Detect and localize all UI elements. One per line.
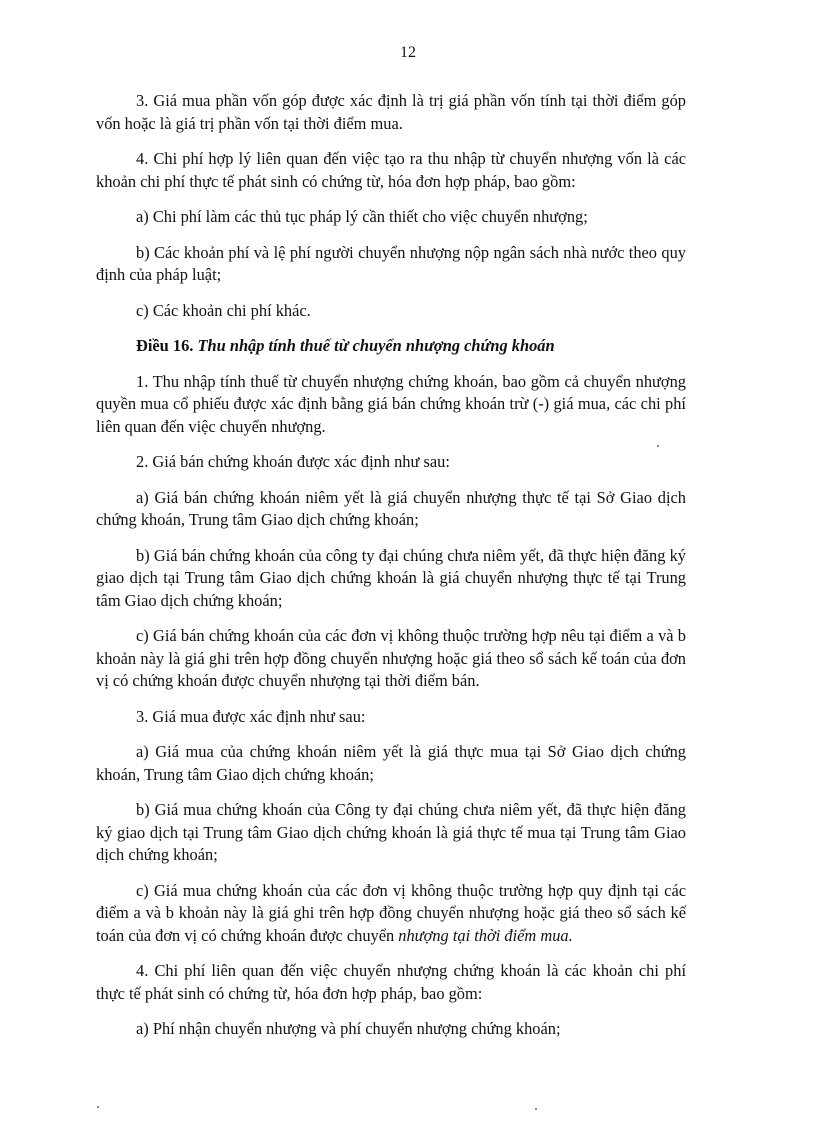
paragraph-legal-procedure-costs: a) Chi phí làm các thủ tục pháp lý cần thiết cho việc chuyển nhượng; — [136, 207, 588, 226]
paragraph-purchase-price-capital: 3. Giá mua phần vốn góp được xác định là trị giá phần vốn tính tại thời điểm góp vốn hoặc là giá trị phần vốn tại thời điểm mua. — [96, 91, 686, 133]
paragraph-selling-price-public-company: b) Giá bán chứng khoán của công ty đại chúng chưa niêm yết, đã thực hiện đăng ký giao dịch tại Trung tâm Giao dịch chứng khoán là giá chuyển nhượng thực tế tại Trung tâm Giao dịch chứng khoán; — [96, 545, 686, 610]
scan-speck — [97, 1106, 99, 1108]
paragraph-transfer-costs: 4. Chi phí liên quan đến việc chuyển nhượng chứng khoán là các khoản chi phí thực tế phát sinh có chứng từ, hóa đơn hợp pháp, bao gồm: — [96, 961, 686, 1003]
paragraph-purchase-price-listed: a) Giá mua của chứng khoán niêm yết là giá thực mua tại Sở Giao dịch chứng khoán, Trung tâm Giao dịch chứng khoán; — [96, 742, 686, 784]
paragraph-selling-price-listed: a) Giá bán chứng khoán niêm yết là giá chuyển nhượng thực tế tại Sở Giao dịch chứng khoán, Trung tâm Giao dịch chứng khoán; — [96, 487, 686, 529]
scan-speck — [535, 1108, 537, 1110]
paragraph-purchase-price-public-company: b) Giá mua chứng khoán của Công ty đại chúng chưa niêm yết, đã thực hiện đăng ký giao dịch tại Trung tâm Giao dịch chứng khoán là giá thực tế mua tại Trung tâm Giao dịch chứng khoán; — [96, 800, 686, 864]
paragraph-reasonable-costs: 4. Chi phí hợp lý liên quan đến việc tạo ra thu nhập từ chuyển nhượng vốn là các khoản chi phí thực tế phát sinh có chứng từ, hóa đơn hợp pháp, bao gồm: — [96, 149, 686, 191]
scan-speck — [657, 445, 659, 447]
paragraph-purchase-price-intro: 3. Giá mua được xác định như sau: — [136, 706, 366, 726]
paragraph-other-costs: c) Các khoản chi phí khác. — [136, 300, 311, 320]
document-body — [96, 90, 686, 1054]
article-title: Thu nhập tính thuế từ chuyển nhượng chứng khoán — [197, 336, 555, 355]
page-number: 12 — [400, 44, 416, 61]
paragraph-selling-price-other: c) Giá bán chứng khoán của các đơn vị không thuộc trường hợp nêu tại điểm a và b khoản này là giá ghi trên hợp đồng chuyển nhượng hoặc giá theo sổ sách kế toán của đơn vị có chứng khoán được chuyển nhượng tại thời điểm bán. — [96, 626, 686, 690]
article-label: Điều 16. — [136, 336, 194, 355]
paragraph-selling-price-intro: 2. Giá bán chứng khoán được xác định như sau: — [136, 452, 450, 471]
paragraph-fees-and-charges: b) Các khoản phí và lệ phí người chuyển nhượng nộp ngân sách nhà nước theo quy định của pháp luật; — [96, 242, 686, 284]
paragraph-purchase-price-other — [96, 880, 686, 948]
paragraph-taxable-income: 1. Thu nhập tính thuế từ chuyển nhượng chứng khoán, bao gồm cả chuyển nhượng quyền mua cổ phiếu được xác định bằng giá bán chứng khoán trừ (-) giá mua, các chi phí liên quan đến việc chuyển nhượng. — [96, 371, 686, 436]
article-heading — [96, 335, 686, 358]
paragraph-transfer-fees: a) Phí nhận chuyển nhượng và phí chuyển nhượng chứng khoán; — [136, 1019, 561, 1038]
paragraph-purchase-price-other-italic: nhượng tại thời điểm mua. — [398, 925, 573, 945]
paragraph-purchase-price-other-text: c) Giá mua chứng khoán của các đơn vị không thuộc trường hợp quy định tại các điểm a và b khoản này là giá ghi trên hợp đồng chuyển nhượng hoặc giá theo sổ sách kế toán của đơn vị có chứng khoán được chuyển — [96, 880, 686, 945]
